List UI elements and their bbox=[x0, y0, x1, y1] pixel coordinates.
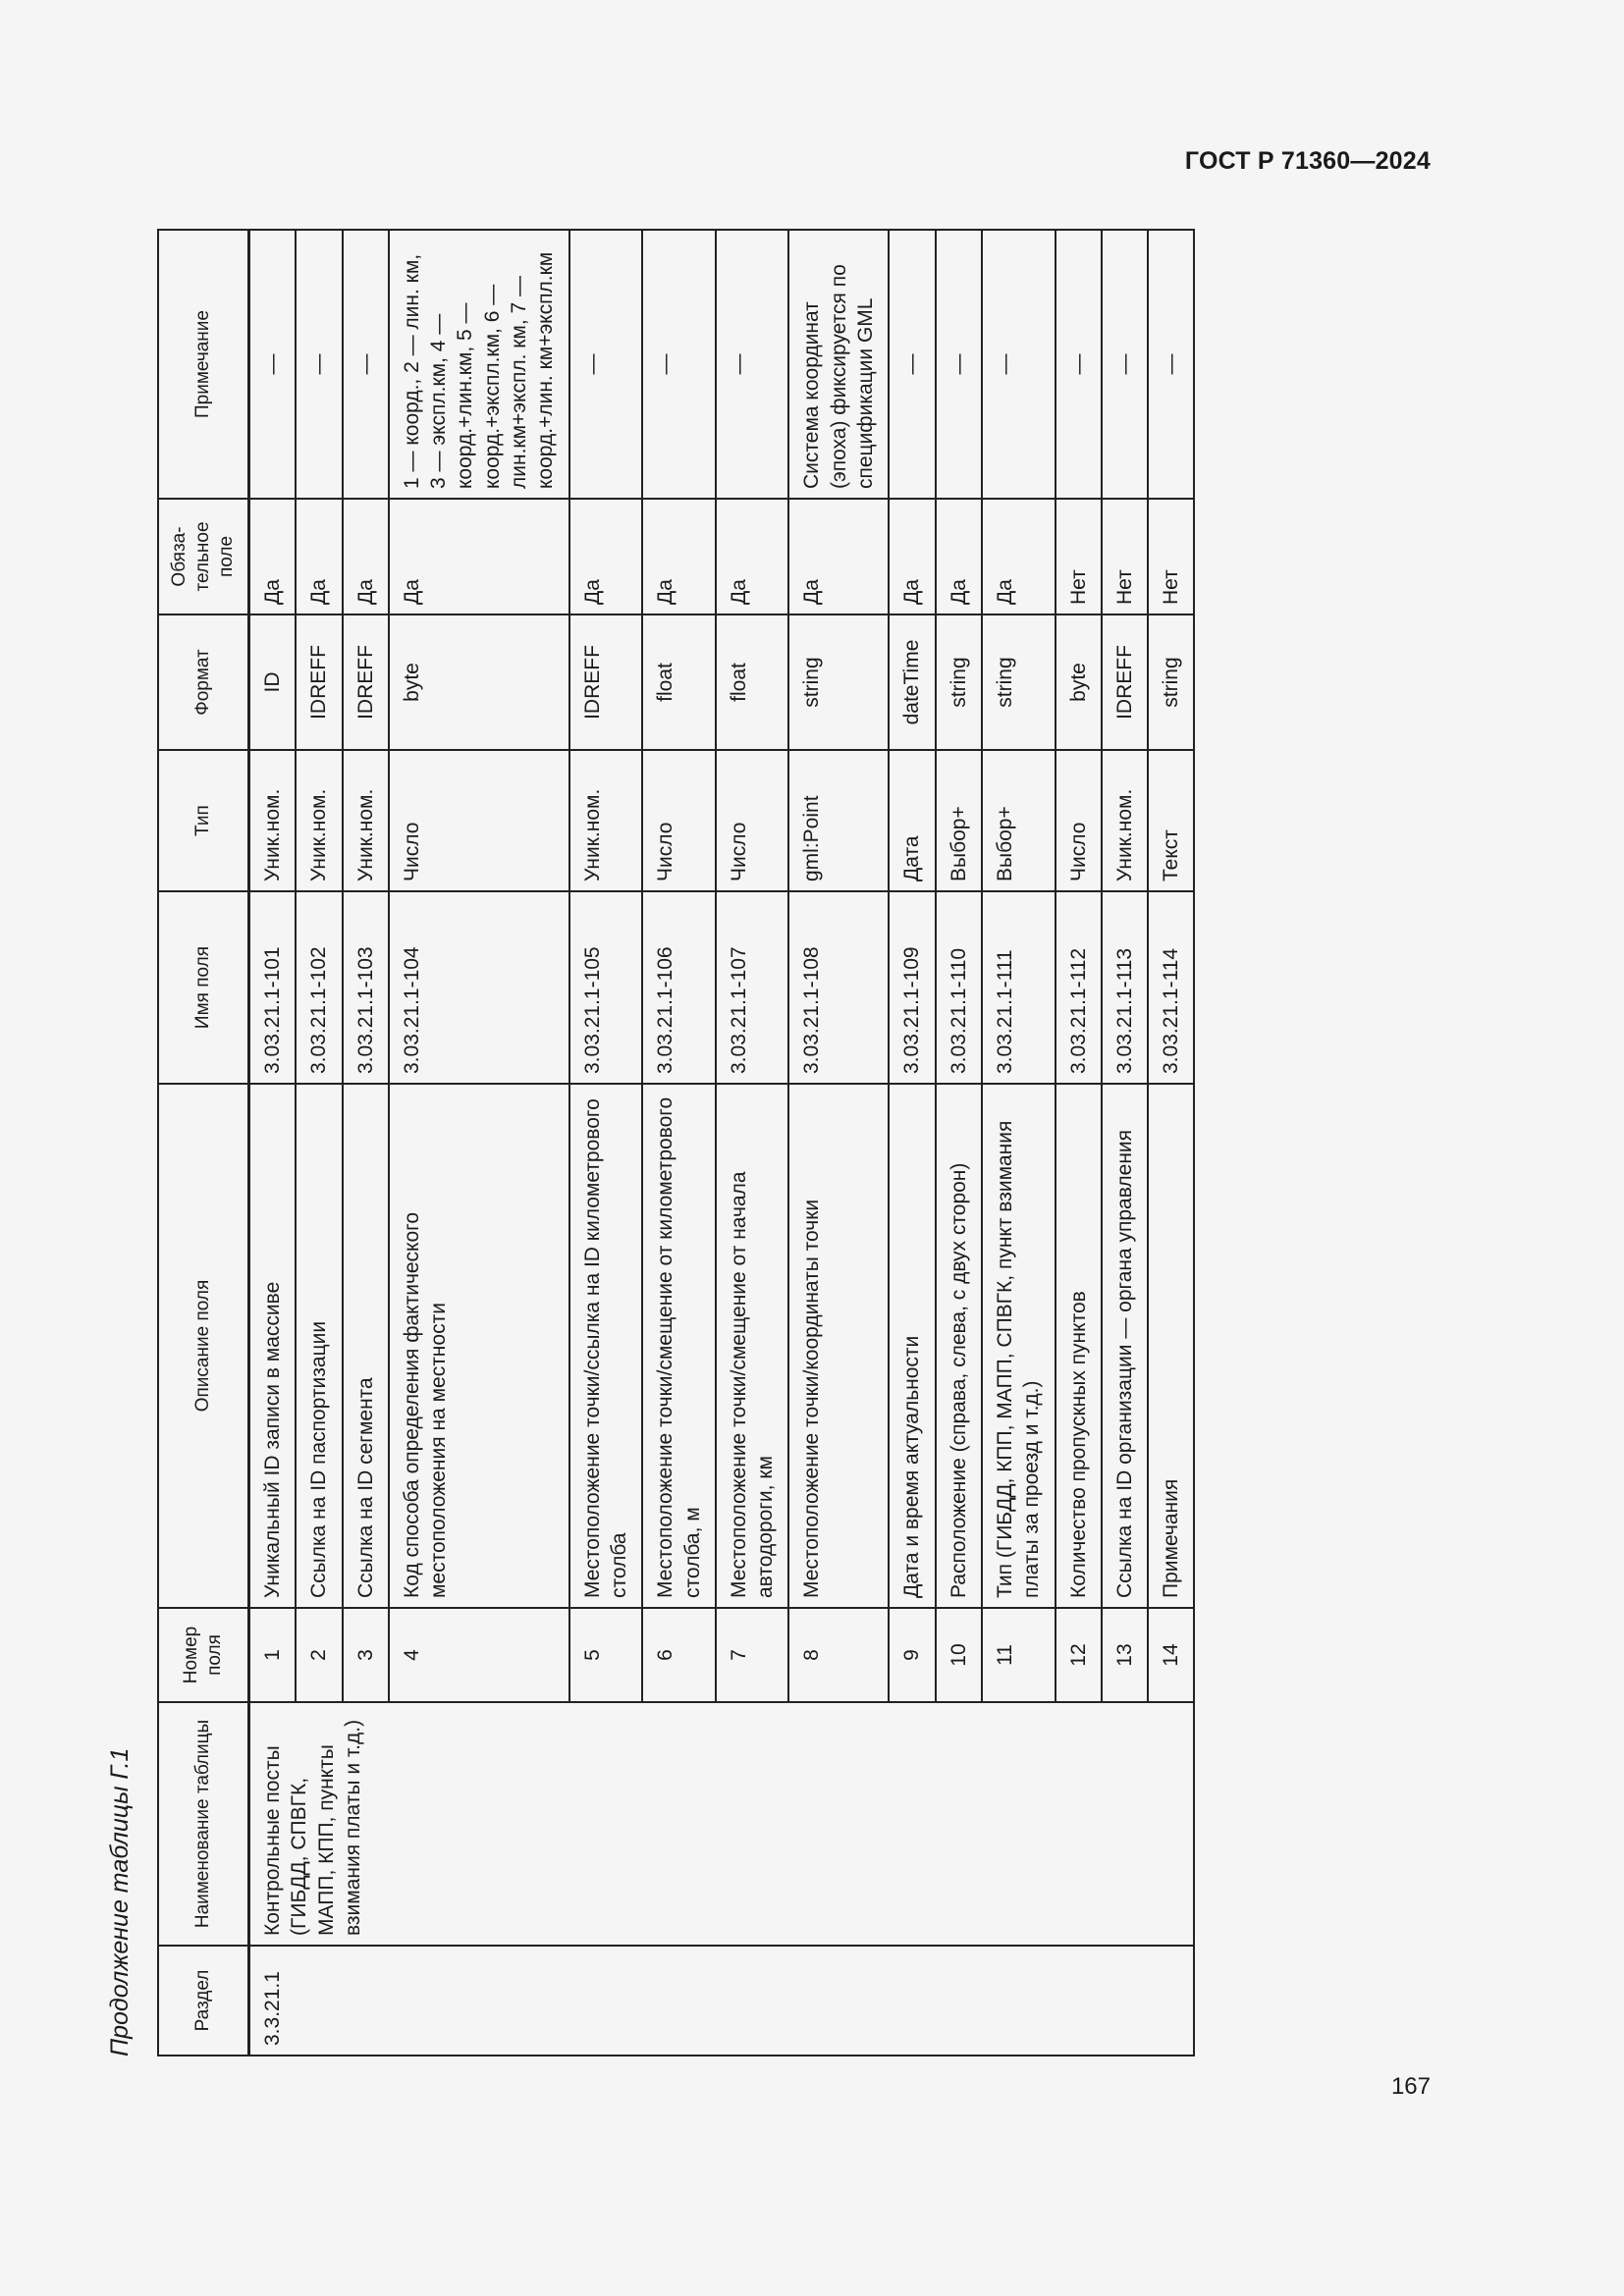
field-format: string bbox=[1148, 614, 1194, 750]
field-note: — bbox=[642, 230, 716, 499]
field-type: Число bbox=[1056, 750, 1102, 891]
field-format: string bbox=[936, 614, 982, 750]
field-format: string bbox=[982, 614, 1056, 750]
field-type: Уник.ном. bbox=[296, 750, 342, 891]
table-row bbox=[249, 230, 297, 2056]
field-type: Уник.ном. bbox=[249, 750, 297, 891]
document-id: ГОСТ Р 71360—2024 bbox=[1184, 147, 1431, 175]
field-name: 3.03.21.1-110 bbox=[936, 891, 982, 1084]
column-header: Раздел bbox=[158, 1946, 249, 2056]
field-type: gml:Point bbox=[788, 750, 889, 891]
field-name: 3.03.21.1-111 bbox=[982, 891, 1056, 1084]
field-number: 4 bbox=[389, 1608, 569, 1702]
field-format: dateTime bbox=[889, 614, 935, 750]
field-name: 3.03.21.1-113 bbox=[1102, 891, 1148, 1084]
field-note: — bbox=[569, 230, 643, 499]
column-header: Наименование таблицы bbox=[158, 1702, 249, 1946]
field-mandatory: Да bbox=[788, 499, 889, 614]
field-note: — bbox=[249, 230, 297, 499]
field-note: — bbox=[296, 230, 342, 499]
field-description: Количество пропускных пунктов bbox=[1056, 1084, 1102, 1608]
field-number: 7 bbox=[716, 1608, 789, 1702]
field-name: 3.03.21.1-103 bbox=[343, 891, 389, 1084]
field-description: Тип (ГИБДД, КПП, МАПП, СПВГК, пункт взимания платы за проезд и т.д.) bbox=[982, 1084, 1056, 1608]
field-name: 3.03.21.1-108 bbox=[788, 891, 889, 1084]
field-type: Число bbox=[389, 750, 569, 891]
field-number: 5 bbox=[569, 1608, 643, 1702]
field-description: Код способа определения фактического местоположения на местности bbox=[389, 1084, 569, 1608]
field-mandatory: Да bbox=[889, 499, 935, 614]
field-description: Ссылка на ID паспортизации bbox=[296, 1084, 342, 1608]
field-description: Ссылка на ID сегмента bbox=[343, 1084, 389, 1608]
field-mandatory: Нет bbox=[1102, 499, 1148, 614]
field-number: 13 bbox=[1102, 1608, 1148, 1702]
field-type: Число bbox=[642, 750, 716, 891]
field-mandatory: Да bbox=[982, 499, 1056, 614]
column-header: Номер поля bbox=[158, 1608, 249, 1702]
field-description: Ссылка на ID организации — органа управления bbox=[1102, 1084, 1148, 1608]
field-format: IDREFF bbox=[1102, 614, 1148, 750]
field-number: 2 bbox=[296, 1608, 342, 1702]
field-number: 9 bbox=[889, 1608, 935, 1702]
field-note: 1 — коорд., 2 — лин. км, 3 — экспл.км, 4 — коорд.+лин.км, 5 — коорд.+экспл.км, 6 — лин.км+экспл. км, 7 — коорд.+лин. км+экспл.км bbox=[389, 230, 569, 499]
field-number: 1 bbox=[249, 1608, 297, 1702]
field-format: float bbox=[716, 614, 789, 750]
column-header: Имя поля bbox=[158, 891, 249, 1084]
field-description: Расположение (справа, слева, с двух сторон) bbox=[936, 1084, 982, 1608]
field-name: 3.03.21.1-101 bbox=[249, 891, 297, 1084]
field-name: 3.03.21.1-105 bbox=[569, 891, 643, 1084]
field-mandatory: Нет bbox=[1148, 499, 1194, 614]
column-header: Формат bbox=[158, 614, 249, 750]
field-mandatory: Да bbox=[343, 499, 389, 614]
field-mandatory: Да bbox=[389, 499, 569, 614]
field-mandatory: Да bbox=[642, 499, 716, 614]
field-description: Примечания bbox=[1148, 1084, 1194, 1608]
field-note: — bbox=[936, 230, 982, 499]
field-name: 3.03.21.1-102 bbox=[296, 891, 342, 1084]
field-name: 3.03.21.1-109 bbox=[889, 891, 935, 1084]
field-note: — bbox=[1056, 230, 1102, 499]
field-format: ID bbox=[249, 614, 297, 750]
field-type: Дата bbox=[889, 750, 935, 891]
field-number: 6 bbox=[642, 1608, 716, 1702]
field-type: Выбор+ bbox=[982, 750, 1056, 891]
field-mandatory: Да bbox=[569, 499, 643, 614]
table-caption: Продолжение таблицы Г.1 bbox=[106, 1747, 134, 2056]
field-description: Местоположение точки/смещение от километрового столба, м bbox=[642, 1084, 716, 1608]
field-mandatory: Да bbox=[249, 499, 297, 614]
field-number: 10 bbox=[936, 1608, 982, 1702]
field-name: 3.03.21.1-107 bbox=[716, 891, 789, 1084]
field-description: Местоположение точки/координаты точки bbox=[788, 1084, 889, 1608]
field-number: 11 bbox=[982, 1608, 1056, 1702]
column-header: Описание поля bbox=[158, 1084, 249, 1608]
field-type: Уник.ном. bbox=[343, 750, 389, 891]
field-note: — bbox=[716, 230, 789, 499]
field-note: — bbox=[889, 230, 935, 499]
field-type: Уник.ном. bbox=[569, 750, 643, 891]
field-note: — bbox=[982, 230, 1056, 499]
field-number: 8 bbox=[788, 1608, 889, 1702]
field-name: 3.03.21.1-114 bbox=[1148, 891, 1194, 1084]
field-description: Уникальный ID записи в массиве bbox=[249, 1084, 297, 1608]
field-description: Местоположение точки/смещение от начала автодороги, км bbox=[716, 1084, 789, 1608]
field-name: 3.03.21.1-112 bbox=[1056, 891, 1102, 1084]
field-note: — bbox=[1148, 230, 1194, 499]
field-description: Дата и время актуальности bbox=[889, 1084, 935, 1608]
field-format: byte bbox=[389, 614, 569, 750]
data-table bbox=[157, 229, 1195, 2056]
field-number: 3 bbox=[343, 1608, 389, 1702]
field-format: string bbox=[788, 614, 889, 750]
field-format: IDREFF bbox=[569, 614, 643, 750]
field-mandatory: Да bbox=[936, 499, 982, 614]
table-name-cell: Контрольные посты (ГИБДД, СПВГК, МАПП, КПП, пункты взимания платы и т.д.) bbox=[249, 1702, 1195, 1946]
field-mandatory: Нет bbox=[1056, 499, 1102, 614]
field-number: 14 bbox=[1148, 1608, 1194, 1702]
field-format: float bbox=[642, 614, 716, 750]
field-type: Выбор+ bbox=[936, 750, 982, 891]
field-type: Текст bbox=[1148, 750, 1194, 891]
column-header: Обяза-тельное поле bbox=[158, 499, 249, 614]
section-cell: 3.3.21.1 bbox=[249, 1946, 1195, 2056]
field-number: 12 bbox=[1056, 1608, 1102, 1702]
field-type: Число bbox=[716, 750, 789, 891]
field-description: Местоположение точки/ссылка на ID километрового столба bbox=[569, 1084, 643, 1608]
field-note: — bbox=[1102, 230, 1148, 499]
field-note: — bbox=[343, 230, 389, 499]
field-format: IDREFF bbox=[343, 614, 389, 750]
rotated-table-block bbox=[106, 231, 1310, 2056]
field-note: Система координат (эпоха) фиксируется по спецификации GML bbox=[788, 230, 889, 499]
field-name: 3.03.21.1-104 bbox=[389, 891, 569, 1084]
field-type: Уник.ном. bbox=[1102, 750, 1148, 891]
column-header: Тип bbox=[158, 750, 249, 891]
field-mandatory: Да bbox=[296, 499, 342, 614]
field-mandatory: Да bbox=[716, 499, 789, 614]
table-body bbox=[249, 230, 1195, 2056]
field-format: IDREFF bbox=[296, 614, 342, 750]
field-name: 3.03.21.1-106 bbox=[642, 891, 716, 1084]
page-number: 167 bbox=[1390, 2073, 1431, 2100]
field-format: byte bbox=[1056, 614, 1102, 750]
table-header-row bbox=[158, 230, 249, 2056]
column-header: Примечание bbox=[158, 230, 249, 499]
